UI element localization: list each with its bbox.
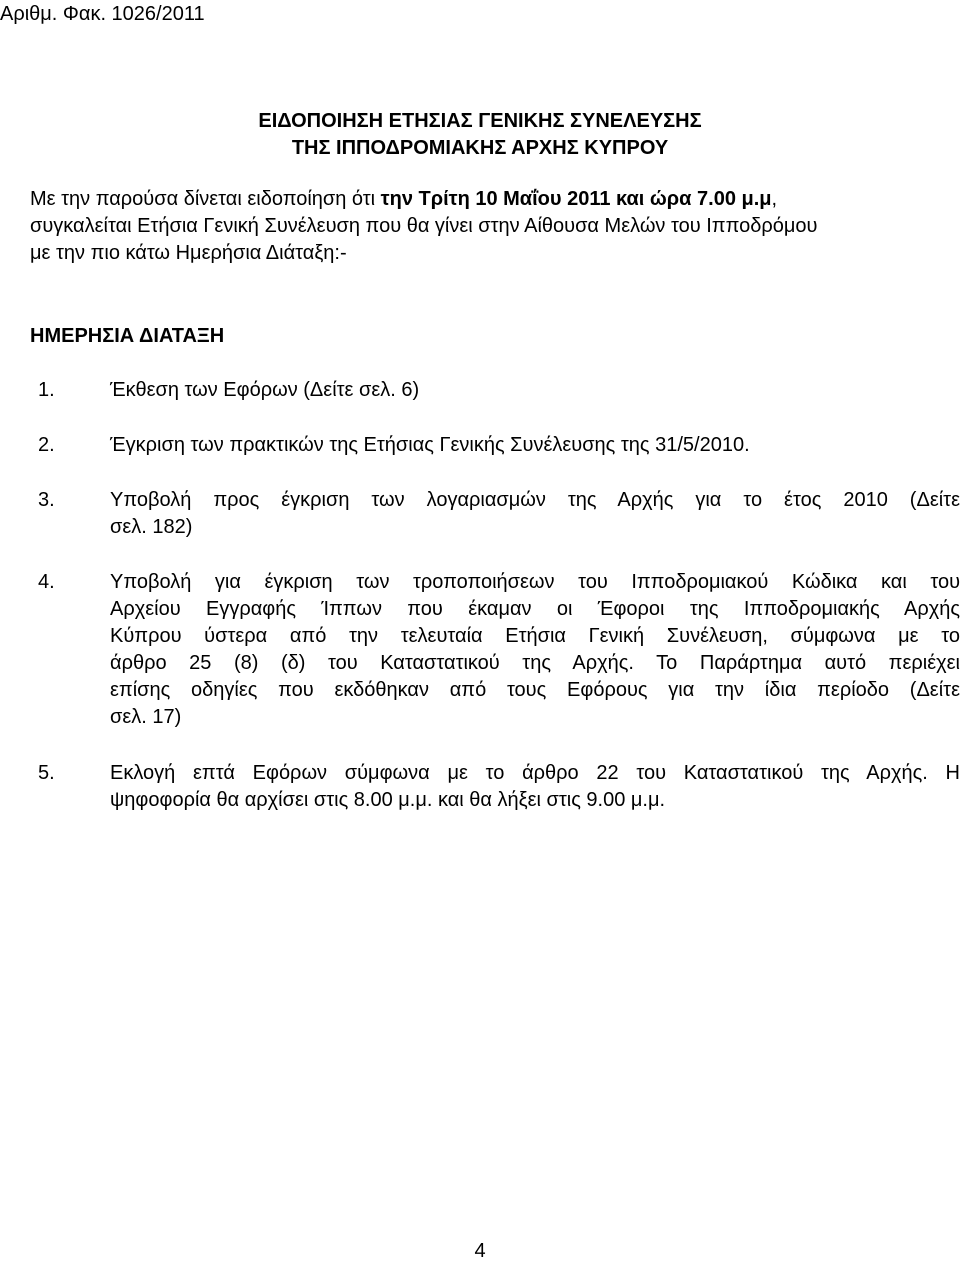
agenda-item-text <box>110 487 960 541</box>
agenda-item-number: 1. <box>38 379 55 401</box>
page-number: 4 <box>474 1240 486 1262</box>
meeting-date-time: την Τρίτη 10 Μαΐου 2011 και ώρα 7.00 μ.μ <box>380 188 772 210</box>
agenda-item-number: 2. <box>38 434 55 456</box>
agenda-item-line: Έκθεση των Εφόρων (Δείτε σελ. 6) <box>110 379 420 401</box>
agenda-item-line: ψηφοφορία θα αρχίσει στις 8.00 μ.μ. και θα λήξει στις 9.00 μ.μ. <box>110 789 666 811</box>
agenda-item-line: σελ. 182) <box>110 516 193 538</box>
agenda-item-number: 5. <box>38 762 55 784</box>
intro-paragraph <box>30 186 960 267</box>
agenda-item-number: 4. <box>38 571 55 593</box>
agenda-item-text <box>110 569 960 731</box>
agenda-item-line: επίσης οδηγίες που εκδόθηκαν από τους Εφόρους για την ίδια περίοδο (Δείτε <box>110 679 960 701</box>
agenda-item-line: Υποβολή προς έγκριση των λογαριασμών της Αρχής για το έτος 2010 (Δείτε <box>110 489 960 511</box>
agenda-item-line: Κύπρου ύστερα από την τελευταία Ετήσια Γενική Συνέλευση, σύμφωνα με το <box>110 625 960 647</box>
intro-line-3: με την πιο κάτω Ημερήσια Διάταξη:- <box>30 242 347 264</box>
agenda-item-number: 3. <box>38 489 55 511</box>
agenda-item-line: σελ. 17) <box>110 706 182 728</box>
intro-line-1 <box>30 186 960 213</box>
agenda-item-text <box>110 432 960 459</box>
agenda-item-text <box>110 760 960 814</box>
agenda-item-line: Αρχείου Εγγραφής Ίππων που έκαμαν οι Έφοροι της Ιπποδρομιακής Αρχής <box>110 598 960 620</box>
notice-title-line-2: ΤΗΣ ΙΠΠΟΔΡΟΜΙΑΚΗΣ ΑΡΧΗΣ ΚΥΠΡΟΥ <box>291 137 669 159</box>
intro-line-1-normal: Με την παρούσα δίνεται ειδοποίηση ότι <box>30 188 381 210</box>
intro-line-2: συγκαλείται Ετήσια Γενική Συνέλευση που θα γίνει στην Αίθουσα Μελών του Ιπποδρόμου <box>30 215 818 237</box>
agenda-heading: ΗΜΕΡΗΣΙΑ ΔΙΑΤΑΞΗ <box>30 325 225 347</box>
file-reference: Αριθμ. Φακ. 1026/2011 <box>0 3 205 25</box>
agenda-item-line: Υποβολή για έγκριση των τροποποιήσεων του Ιπποδρομιακού Κώδικα και του <box>110 571 960 593</box>
intro-line-1-end: , <box>771 188 778 210</box>
agenda-item-line: Εκλογή επτά Εφόρων σύμφωνα με το άρθρο 22 του Καταστατικού της Αρχής. Η <box>110 762 960 784</box>
agenda-item-line: Έγκριση των πρακτικών της Ετήσιας Γενικής Συνέλευσης της 31/5/2010. <box>110 434 750 456</box>
agenda-item-line: άρθρο 25 (8) (δ) του Καταστατικού της Αρχής. Το Παράρτημα αυτό περιέχει <box>110 652 960 674</box>
agenda-item-text <box>110 377 960 404</box>
notice-title-line-1: ΕΙΔΟΠΟΙΗΣΗ ΕΤΗΣΙΑΣ ΓΕΝΙΚΗΣ ΣΥΝΕΛΕΥΣΗΣ <box>258 110 702 132</box>
